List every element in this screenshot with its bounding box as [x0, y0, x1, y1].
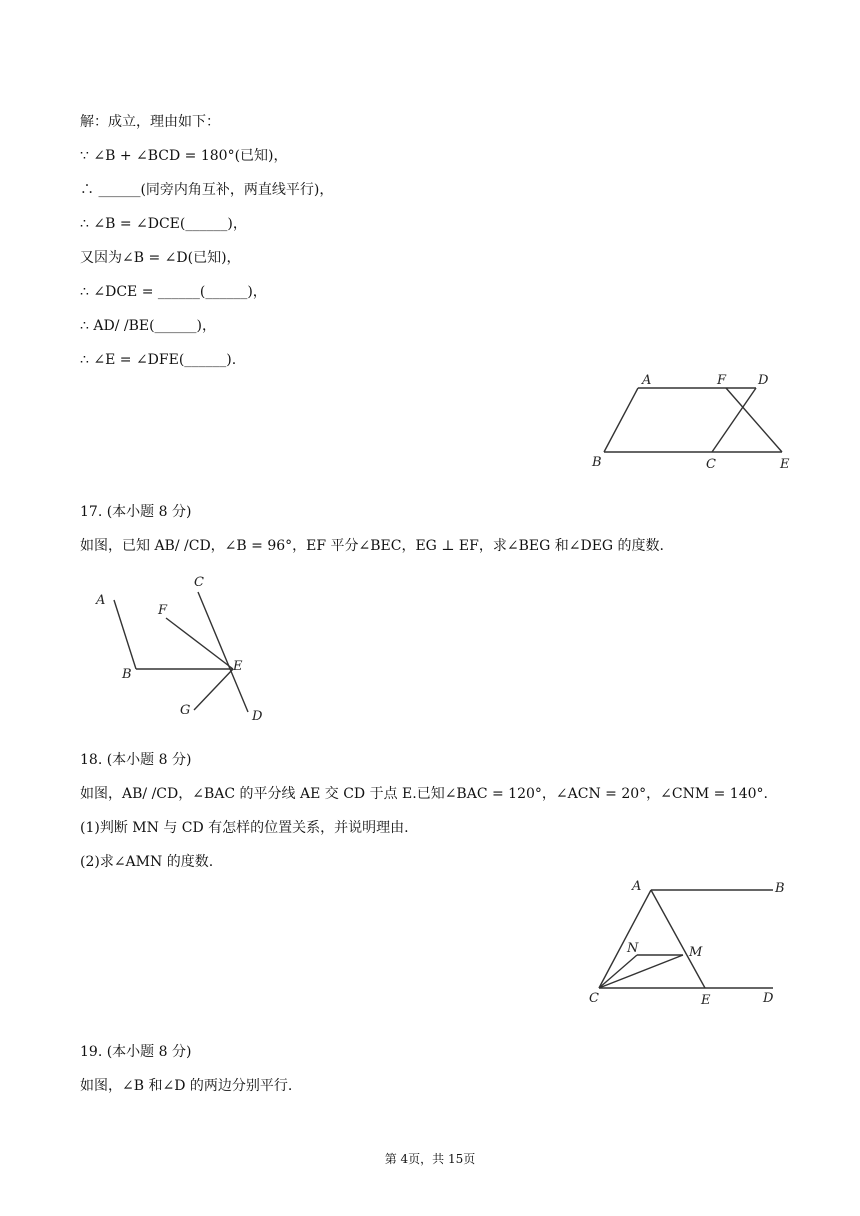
fig16-label-d: D [758, 373, 769, 388]
fig18-segment-cn [599, 955, 637, 988]
fig18-label-b: B [775, 881, 785, 896]
q17-text: 如图，已知 AB/ /CD，∠B = 96°，EF 平分∠BEC，EG ⊥ EF，求∠BEG 和∠DEG 的度数. [80, 538, 664, 554]
fig17-label-a: A [96, 593, 106, 608]
solution-line-4: ∴ ∠B = ∠DCE(______)， [80, 216, 247, 232]
q19-heading: 19. (本小题 8 分) [80, 1044, 192, 1060]
fig17-segment-cd [198, 592, 248, 712]
fig16-label-b: B [592, 455, 602, 470]
solution-line-8: ∴ ∠E = ∠DFE(______). [80, 352, 237, 368]
fig16-segment-ab [604, 388, 638, 452]
q19-text: 如图，∠B 和∠D 的两边分别平行. [80, 1078, 293, 1094]
fig18-label-e: E [701, 993, 711, 1008]
fig17-label-g: G [180, 703, 191, 718]
fig17-segment-eg [194, 669, 233, 710]
q18-part-2: (2)求∠AMN 的度数. [80, 854, 214, 870]
solution-line-7: ∴ AD/ /BE(______)， [80, 318, 217, 334]
fig16-label-e: E [780, 457, 790, 472]
fig18-segment-ae [651, 890, 705, 988]
page-footer: 第 4页，共 15页 [384, 1152, 476, 1166]
figure-18-diagram [585, 872, 800, 1012]
figure-17-diagram [90, 572, 280, 728]
fig16-label-c: C [706, 457, 716, 472]
fig16-label-a: A [642, 373, 652, 388]
fig18-label-n: N [627, 941, 639, 956]
fig18-segment-cm [599, 955, 683, 988]
fig18-label-c: C [589, 991, 599, 1006]
fig16-label-f: F [717, 373, 727, 388]
solution-line-2: ∵ ∠B + ∠BCD = 180°(已知)， [80, 148, 288, 164]
solution-line-1: 解：成立，理由如下： [80, 114, 220, 130]
figure-16-diagram [590, 370, 800, 474]
fig17-label-b: B [122, 667, 132, 682]
q18-part-1: (1)判断 MN 与 CD 有怎样的位置关系，并说明理由. [80, 820, 409, 836]
fig18-label-d: D [763, 991, 774, 1006]
fig18-label-m: M [689, 945, 703, 960]
fig18-segment-ac [599, 890, 651, 988]
fig17-label-f: F [158, 603, 168, 618]
fig18-label-a: A [632, 879, 642, 894]
fig17-label-d: D [252, 709, 263, 724]
solution-line-3: ∴ ______(同旁内角互补，两直线平行)， [80, 182, 334, 198]
solution-line-6: ∴ ∠DCE = ______(______)， [80, 284, 267, 300]
fig17-segment-ab [114, 600, 136, 669]
fig17-segment-ef [166, 618, 233, 669]
q17-heading: 17. (本小题 8 分) [80, 504, 192, 520]
q18-text: 如图，AB/ /CD，∠BAC 的平分线 AE 交 CD 于点 E.已知∠BAC = 120°，∠ACN = 20°，∠CNM = 140°. [80, 786, 768, 802]
fig17-label-c: C [194, 575, 204, 590]
fig17-label-e: E [233, 659, 243, 674]
solution-line-5: 又因为∠B = ∠D(已知)， [80, 250, 241, 266]
q18-heading: 18. (本小题 8 分) [80, 752, 192, 768]
